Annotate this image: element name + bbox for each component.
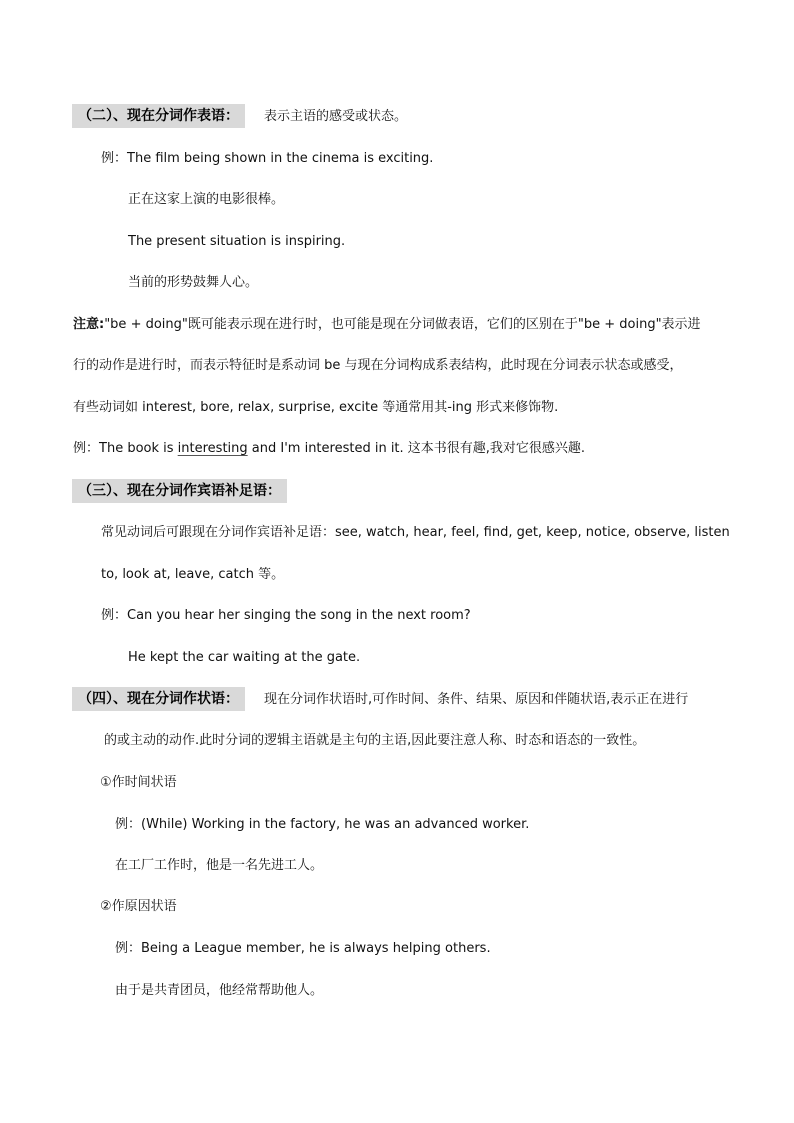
section2-description: 表示主语的感受或状态。 [264,109,408,124]
note-label: 注意: [73,317,105,332]
example-text-en: Can you hear her singing the song in the next room? [127,608,471,623]
section3-line-2: to, look at, leave, catch 等。 [101,567,285,582]
section2-example-1-translation: 正在这家上演的电影很棒。 [128,192,285,207]
section3-example-1 [101,607,471,625]
section2-example-1 [101,150,433,168]
section3-line-1: 常见动词后可跟现在分词作宾语补足语：see, watch, hear, feel, find, get, keep, notice, observe, listen [101,525,730,540]
example-label: 例： [73,441,100,456]
note-line-3: 有些动词如 interest, bore, relax, surprise, excite 等通常用其-ing 形式来修饰物. [73,400,559,415]
section4-item-1-example: 例：(While) Working in the factory, he was an advanced worker. [115,817,530,832]
example-label: 例： [101,608,128,623]
note-text-1: "be + doing"既可能表示现在进行时，也可能是现在分词做表语，它们的区别在于"be + doing"表示进 [104,317,701,332]
section2-heading: （二）、现在分词作表语： [72,104,245,128]
section4-item-2-translation: 由于是共青团员，他经常帮助他人。 [115,983,324,998]
section4-item-2-title: ②作原因状语 [100,899,177,914]
section4-item-1-title: ①作时间状语 [100,775,177,790]
section3-example-2: He kept the car waiting at the gate. [128,650,361,665]
note-example-underlined: interesting [177,441,248,456]
section3-heading: （三）、现在分词作宾语补足语： [72,479,287,503]
section4-description-2: 的或主动的动作.此时分词的逻辑主语就是主句的主语,因此要注意人称、时态和语态的一致性。 [104,733,646,748]
note-example-pre: The book is [99,441,178,456]
section2-example-2-translation: 当前的形势鼓舞人心。 [128,275,259,290]
section4-heading: （四）、现在分词作状语： [72,687,245,711]
example-text-en: The film being shown in the cinema is exciting. [127,151,434,166]
section2-example-2: The present situation is inspiring. [128,234,346,249]
note-example-post: and I'm interested in it. 这本书很有趣,我对它很感兴趣. [247,441,586,456]
note-line-1 [73,316,701,334]
section4-description-1: 现在分词作状语时,可作时间、条件、结果、原因和伴随状语,表示正在进行 [264,692,689,707]
section4-item-2-example: 例：Being a League member, he is always helping others. [115,941,491,956]
example-label: 例： [101,151,128,166]
note-line-2: 行的动作是进行时，而表示特征时是系动词 be 与现在分词构成系表结构，此时现在分词表示状态或感受， [73,358,683,373]
section4-item-1-translation: 在工厂工作时，他是一名先进工人。 [115,858,324,873]
note-example [73,440,585,458]
